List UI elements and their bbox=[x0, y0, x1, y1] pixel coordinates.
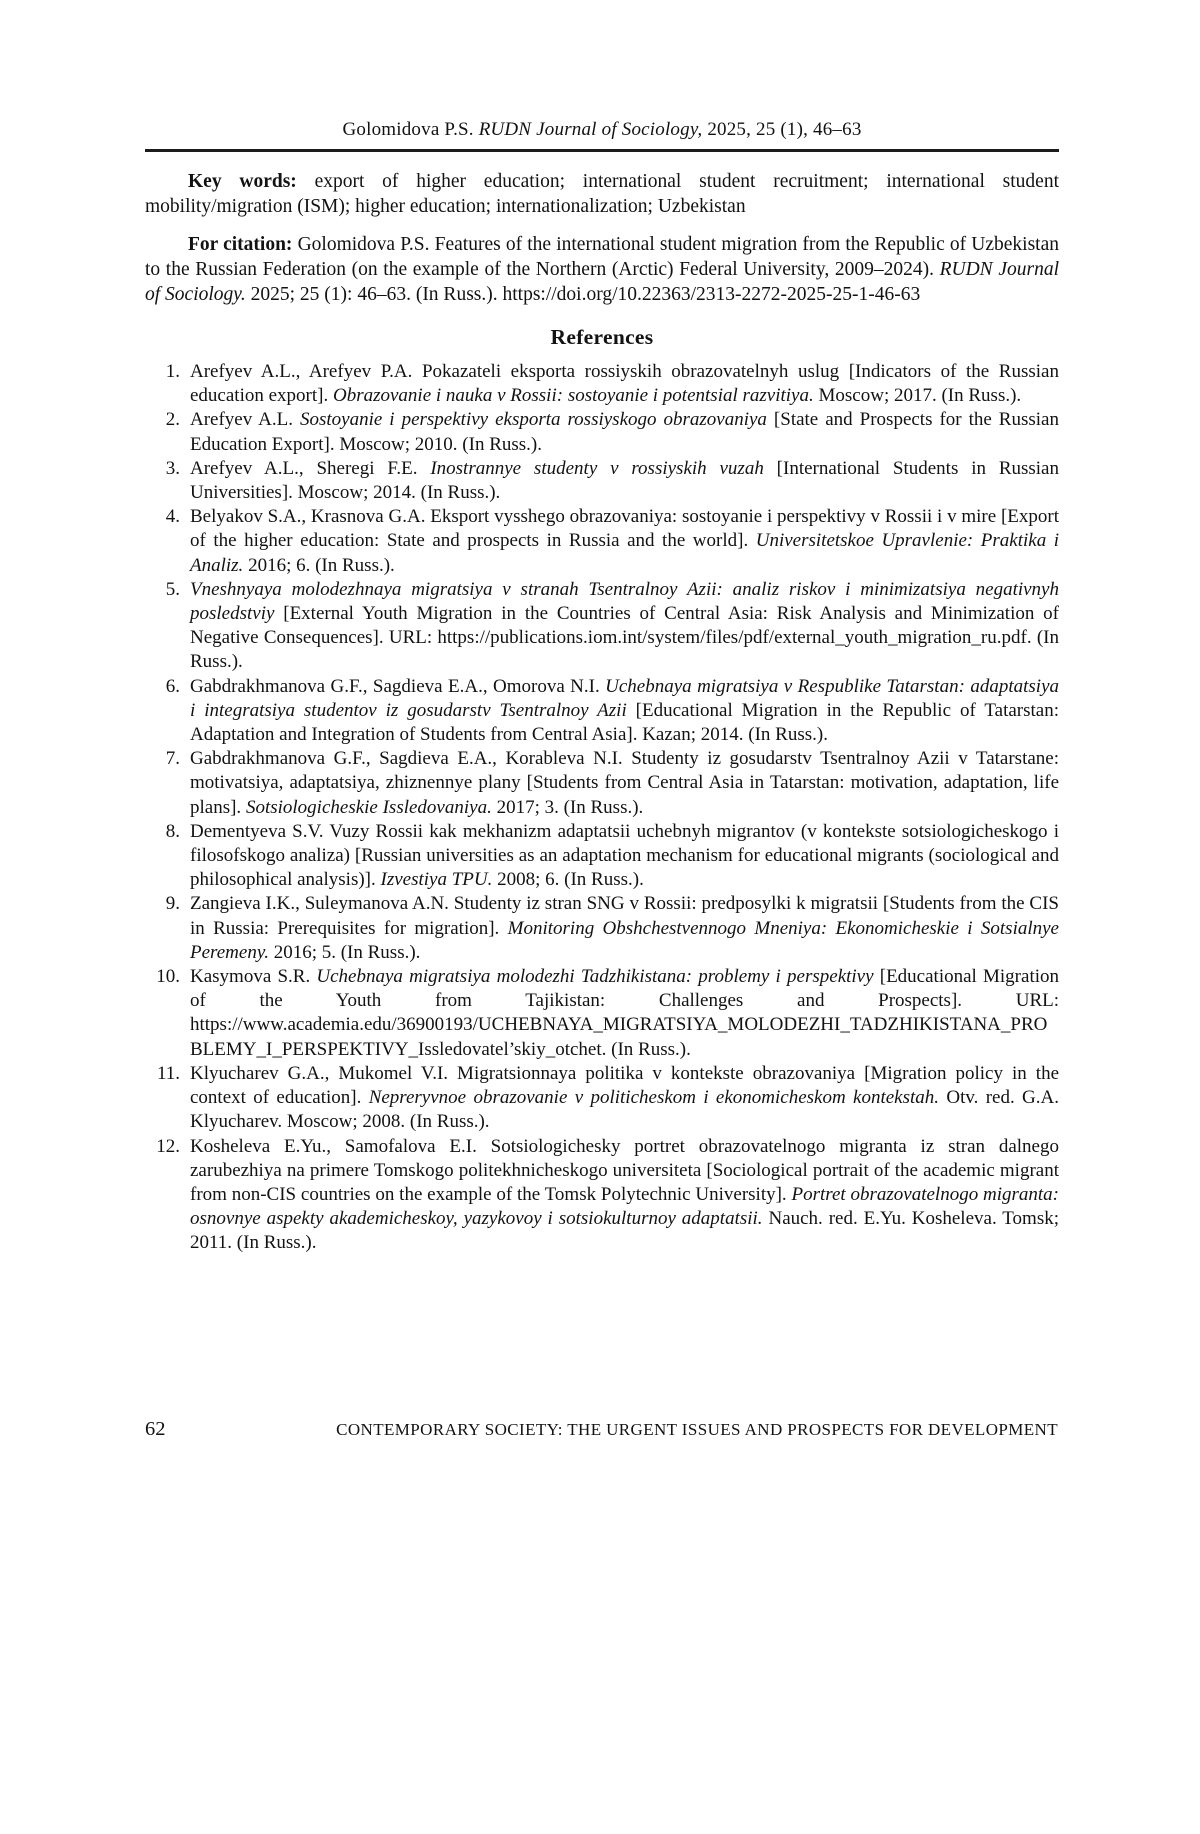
text-segment: For citation: bbox=[188, 234, 293, 255]
text-segment: Izvestiya TPU. bbox=[380, 869, 493, 891]
text-segment: Otv. red. G.A. Klyucharev. Moscow; 2008. (In Russ.). bbox=[190, 1087, 1060, 1133]
text-segment: Universitetskoe Upravlenie: Praktika i Analiz. bbox=[190, 530, 1060, 576]
text-segment: Sostoyanie i perspektivy eksporta rossiyskogo obrazovaniya bbox=[300, 409, 767, 431]
text-segment: export of higher education; international student recruitment; international student mobility/migration (ISM); higher education; internationalization; Uzbekistan bbox=[145, 171, 1059, 217]
citation-paragraph bbox=[145, 232, 1059, 307]
page-content bbox=[145, 118, 1059, 1256]
text-segment: Arefyev A.L. bbox=[190, 409, 300, 431]
text-segment: Portret obrazovatelnogo migranta: osnovnye aspekty akademicheskoy, yazykovoy i sotsiokulturnoy adaptatsii. bbox=[190, 1183, 1059, 1230]
text-segment: 2016; 5. (In Russ.). bbox=[268, 941, 421, 963]
reference-item bbox=[145, 892, 1059, 965]
reference-number: 12. bbox=[156, 1135, 180, 1157]
reference-item bbox=[145, 505, 1059, 578]
text-segment: Dementyeva S.V. Vuzy Rossii kak mekhanizm adaptatsii uchebnyh migrantov (v kontekste sotsiologicheskogo i filosofskogo analiza) [Russian universities as an adaptation mechanism for educational migrants (sociological and philosophical analysis)]. bbox=[190, 820, 1059, 891]
reference-item bbox=[145, 360, 1059, 408]
reference-number: 4. bbox=[165, 506, 180, 528]
text-segment: 2016; 6. (In Russ.). bbox=[243, 554, 395, 576]
text-segment: Kasymova S.R. bbox=[190, 966, 317, 988]
reference-number: 2. bbox=[165, 409, 180, 431]
page-number: 62 bbox=[145, 1418, 166, 1440]
reference-number: 3. bbox=[165, 457, 180, 479]
text-segment: Inostrannye studenty v rossiyskih vuzah bbox=[430, 457, 764, 479]
reference-number: 1. bbox=[165, 361, 180, 382]
reference-text bbox=[190, 1063, 1059, 1132]
text-segment: [Educational Migration of the Youth from Tajikistan: Challenges and Prospects]. URL: https://www.academia.edu/36900193/UCHEBNAYA_MIGRATSIYA_MOLODEZHI_TADZHIKISTANA_PROBLEMY_I_PERSPEKTIVY_Issledovatel’skiy_otchet. (In Russ.). bbox=[190, 966, 1060, 1060]
text-segment: Golomidova P.S. Features of the international student migration from the Republic of Uzbekistan to the Russian Federation (on the example of the Northern (Arctic) Federal University, 2009–2024). bbox=[145, 234, 1060, 280]
reference-item bbox=[145, 820, 1059, 893]
reference-number: 8. bbox=[165, 820, 180, 842]
text-segment: [External Youth Migration in the Countries of Central Asia: Risk Analysis and Minimization of Negative Consequences]. URL: https://publications.iom.int/system/files/pdf/external_youth_migration_ru.pdf. (In Russ.). bbox=[190, 603, 1059, 673]
text-segment: Gabdrakhmanova G.F., Sagdieva E.A., Omorova N.I. bbox=[190, 675, 606, 697]
page-footer bbox=[145, 1418, 1058, 1441]
reference-text bbox=[190, 821, 1059, 890]
text-segment: Nepreryvnoe obrazovanie v politicheskom i ekonomicheskom kontekstah. bbox=[368, 1087, 940, 1109]
text-segment: Moscow; 2017. (In Russ.). bbox=[813, 385, 1022, 407]
running-footer-title: CONTEMPORARY SOCIETY: THE URGENT ISSUES AND PROSPECTS FOR DEVELOPMENT bbox=[336, 1420, 1058, 1439]
reference-number: 7. bbox=[165, 748, 180, 770]
text-segment: [State and Prospects for the Russian Education Export]. Moscow; 2010. (In Russ.). bbox=[190, 409, 1059, 455]
text-segment: 2008; 6. (In Russ.). bbox=[492, 869, 644, 891]
reference-text bbox=[190, 506, 1059, 575]
text-segment: Key words: bbox=[188, 171, 297, 192]
text-segment: [Educational Migration in the Republic of Tatarstan: Adaptation and Integration of Students from Central Asia]. Kazan; 2014. (In Russ.). bbox=[190, 699, 1059, 746]
text-segment: Monitoring Obshchestvennogo Mneniya: Ekonomicheskie i Sotsialnye Peremeny. bbox=[190, 917, 1059, 963]
reference-text bbox=[190, 966, 1059, 1060]
text-segment: Obrazovanie i nauka v Rossii: sostoyanie i potentsial razvitiya. bbox=[332, 385, 814, 407]
references-list bbox=[145, 360, 1059, 1256]
text-segment: Belyakov S.A., Krasnova G.A. Eksport vysshego obrazovaniya: sostoyanie i perspektivy v Rossii i v mire [Export of the higher education: State and prospects in Russia and the world]. bbox=[190, 506, 1059, 552]
text-segment: Gabdrakhmanova G.F., Sagdieva E.A., Korableva N.I. Studenty iz gosudarstv Tsentralnoy Azii v Tatarstane: motivatsiya, adaptatsiya, zhiznennye plany [Students from Central Asia in Tatarstan: motivation, adaptation, life plans]. bbox=[190, 748, 1059, 818]
reference-number: 6. bbox=[165, 675, 180, 697]
text-segment: 2017; 3. (In Russ.). bbox=[491, 796, 644, 818]
reference-item bbox=[145, 578, 1059, 675]
keywords-paragraph bbox=[145, 169, 1059, 219]
reference-item bbox=[145, 408, 1059, 456]
reference-text bbox=[190, 748, 1059, 817]
text-segment: 2025; 25 (1): 46–63. (In Russ.). https://doi.org/10.22363/2313-2272-2025-25-1-46-63 bbox=[245, 284, 921, 305]
references-heading: References bbox=[550, 325, 654, 349]
text-segment: Vneshnyaya molodezhnaya migratsiya v stranah Tsentralnoy Azii: analiz riskov i minimizatsiya negativnyh posledstviy bbox=[190, 578, 1059, 625]
reference-item bbox=[145, 457, 1059, 505]
text-segment: Arefyev A.L., Arefyev P.A. Pokazateli eksporta rossiyskih obrazovatelnyh uslug [Indicators of the Russian education export]. bbox=[190, 361, 1059, 407]
text-segment: Zangieva I.K., Suleymanova A.N. Studenty iz stran SNG v Rossii: predposylki k migratsii [Students from the CIS in Russia: Prerequisites for migration]. bbox=[190, 893, 1059, 939]
reference-number: 9. bbox=[165, 893, 180, 915]
text-segment: Klyucharev G.A., Mukomel V.I. Migratsionnaya politika v kontekste obrazovaniya [Migration policy in the context of education]. bbox=[190, 1062, 1059, 1109]
reference-item bbox=[145, 965, 1059, 1062]
text-segment: Golomidova P.S. bbox=[342, 119, 479, 140]
reference-item bbox=[145, 1135, 1059, 1256]
text-segment: RUDN Journal of Sociology, bbox=[478, 119, 703, 140]
header-rule bbox=[145, 149, 1059, 152]
text-segment: RUDN Journal of Sociology. bbox=[145, 259, 1059, 305]
reference-number: 11. bbox=[156, 1062, 180, 1084]
text-segment: Nauch. red. E.Yu. Kosheleva. Tomsk; 2011. (In Russ.). bbox=[190, 1208, 1059, 1254]
reference-text bbox=[190, 676, 1059, 745]
reference-item bbox=[145, 1062, 1059, 1135]
reference-text bbox=[190, 409, 1059, 454]
text-segment: Arefyev A.L., Sheregi F.E. bbox=[190, 457, 431, 479]
reference-text bbox=[190, 1136, 1059, 1254]
reference-text bbox=[190, 893, 1059, 962]
text-segment: 2025, 25 (1), 46–63 bbox=[702, 119, 862, 140]
text-segment: Uchebnaya migratsiya molodezhi Tadzhikistana: problemy i perspektivy bbox=[316, 966, 874, 988]
reference-item bbox=[145, 675, 1059, 748]
reference-text bbox=[190, 361, 1059, 406]
text-segment: Sotsiologicheskie Issledovaniya. bbox=[245, 796, 492, 818]
reference-text bbox=[190, 458, 1059, 503]
reference-item bbox=[145, 747, 1059, 820]
text-segment: Uchebnaya migratsiya v Respublike Tatarstan: adaptatsiya i integratsiya studentov iz gosudarstv Tsentralnoy Azii bbox=[190, 675, 1059, 721]
text-segment: [International Students in Russian Universities]. Moscow; 2014. (In Russ.). bbox=[190, 457, 1059, 504]
reference-number: 10. bbox=[156, 966, 180, 988]
reference-number: 5. bbox=[165, 578, 180, 600]
text-segment: Kosheleva E.Yu., Samofalova E.I. Sotsiologichesky portret obrazovatelnogo migranta iz stran dalnego zarubezhiya na primere Tomskogo politekhnicheskogo universiteta [Sociological portrait of the academic migrant from non-CIS countries on the example of the Tomsk Polytechnic University]. bbox=[190, 1135, 1059, 1205]
running-head bbox=[145, 118, 1059, 142]
reference-text bbox=[190, 579, 1059, 673]
